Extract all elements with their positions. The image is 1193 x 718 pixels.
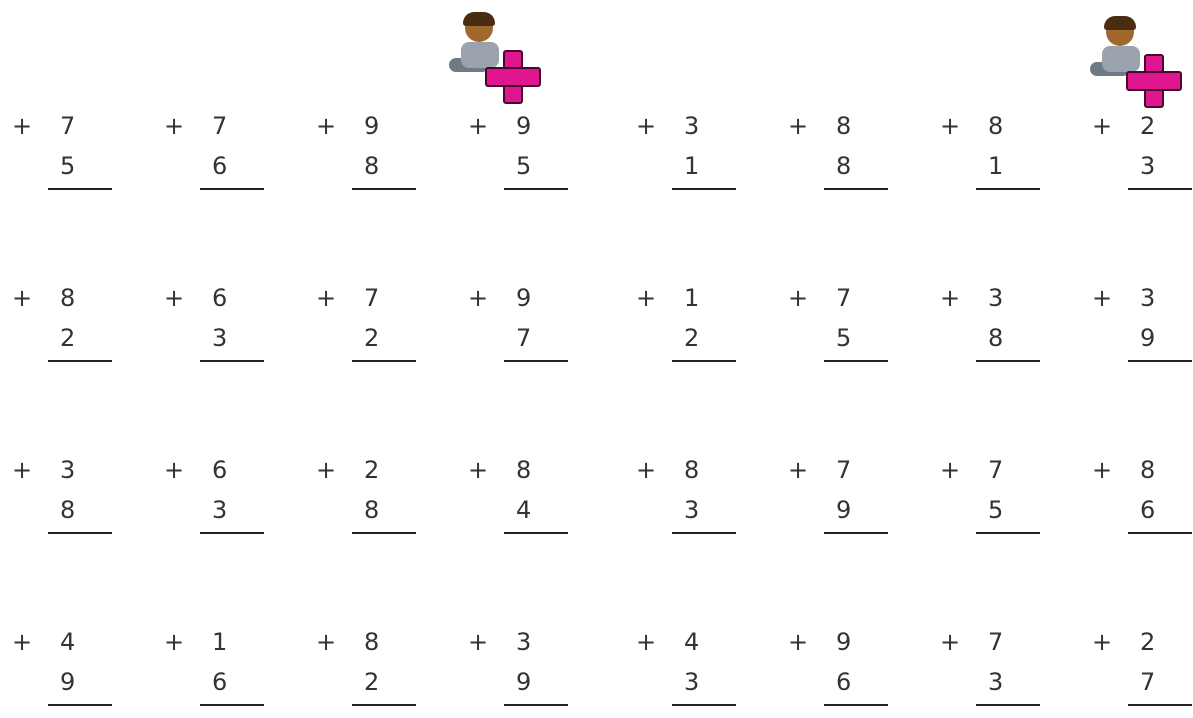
plus-sign: + (788, 112, 809, 140)
addition-problem (1092, 628, 1182, 718)
answer-line (200, 704, 264, 706)
top-addend: 3 (988, 284, 1004, 312)
plus-sign: + (636, 112, 657, 140)
plus-sign: + (468, 456, 489, 484)
top-addend: 1 (212, 628, 228, 656)
top-addend: 8 (516, 456, 532, 484)
plus-sign: + (12, 112, 33, 140)
bottom-addend: 8 (364, 152, 380, 180)
addition-problem (316, 456, 406, 546)
top-addend: 7 (60, 112, 76, 140)
addition-problem (12, 112, 102, 202)
bottom-addend: 2 (684, 324, 700, 352)
answer-line (976, 532, 1040, 534)
bottom-addend: 5 (988, 496, 1004, 524)
plus-sign: + (636, 284, 657, 312)
answer-line (976, 188, 1040, 190)
answer-line (976, 704, 1040, 706)
addition-problem (316, 112, 406, 202)
bottom-addend: 8 (60, 496, 76, 524)
plus-sign: + (164, 456, 185, 484)
answer-line (352, 532, 416, 534)
plus-sign: + (316, 284, 337, 312)
bottom-addend: 3 (684, 496, 700, 524)
answer-line (352, 360, 416, 362)
addition-problem (468, 628, 558, 718)
addition-problem (940, 284, 1030, 374)
top-addend: 7 (836, 456, 852, 484)
bottom-addend: 3 (684, 668, 700, 696)
top-addend: 4 (684, 628, 700, 656)
plus-sign: + (1092, 284, 1113, 312)
answer-line (824, 360, 888, 362)
answer-line (1128, 704, 1192, 706)
plus-sign: + (12, 284, 33, 312)
bottom-addend: 3 (988, 668, 1004, 696)
plus-sign: + (468, 284, 489, 312)
addition-problem (12, 456, 102, 546)
bottom-addend: 1 (988, 152, 1004, 180)
top-addend: 8 (364, 628, 380, 656)
answer-line (1128, 360, 1192, 362)
addition-problem (164, 284, 254, 374)
addition-problem (636, 284, 726, 374)
bottom-addend: 7 (516, 324, 532, 352)
answer-line (200, 532, 264, 534)
bottom-addend: 9 (836, 496, 852, 524)
addition-problem (316, 284, 406, 374)
addition-problem (164, 456, 254, 546)
addition-problem (316, 628, 406, 718)
answer-line (1128, 532, 1192, 534)
addition-problem (636, 112, 726, 202)
answer-line (672, 704, 736, 706)
answer-line (976, 360, 1040, 362)
top-addend: 9 (364, 112, 380, 140)
addition-problem (940, 112, 1030, 202)
plus-sign: + (940, 112, 961, 140)
top-addend: 8 (60, 284, 76, 312)
answer-line (48, 704, 112, 706)
plus-sign: + (1092, 628, 1113, 656)
top-addend: 3 (684, 112, 700, 140)
addition-problem (1092, 112, 1182, 202)
bottom-addend: 9 (1140, 324, 1156, 352)
answer-line (48, 360, 112, 362)
bottom-addend: 5 (60, 152, 76, 180)
top-addend: 7 (988, 628, 1004, 656)
answer-line (824, 704, 888, 706)
answer-line (48, 532, 112, 534)
bottom-addend: 9 (60, 668, 76, 696)
top-addend: 8 (988, 112, 1004, 140)
bottom-addend: 3 (1140, 152, 1156, 180)
top-addend: 9 (836, 628, 852, 656)
plus-sign: + (316, 456, 337, 484)
answer-line (48, 188, 112, 190)
addition-problem (940, 628, 1030, 718)
plus-sign: + (940, 456, 961, 484)
addition-problem (12, 628, 102, 718)
addition-problem (940, 456, 1030, 546)
addition-problem (788, 112, 878, 202)
plus-sign: + (788, 284, 809, 312)
answer-line (672, 360, 736, 362)
bottom-addend: 1 (684, 152, 700, 180)
top-addend: 7 (364, 284, 380, 312)
top-addend: 8 (1140, 456, 1156, 484)
top-addend: 7 (836, 284, 852, 312)
plus-sign: + (1092, 456, 1113, 484)
answer-line (504, 360, 568, 362)
answer-line (672, 532, 736, 534)
plus-sign: + (164, 628, 185, 656)
child-with-plus-sign-icon (1096, 16, 1188, 106)
addition-problem (164, 628, 254, 718)
bottom-addend: 6 (836, 668, 852, 696)
bottom-addend: 9 (516, 668, 532, 696)
bottom-addend: 6 (1140, 496, 1156, 524)
bottom-addend: 8 (364, 496, 380, 524)
plus-sign: + (164, 112, 185, 140)
bottom-addend: 5 (516, 152, 532, 180)
bottom-addend: 5 (836, 324, 852, 352)
plus-sign: + (788, 628, 809, 656)
worksheet-left (0, 0, 596, 704)
plus-sign: + (636, 628, 657, 656)
plus-sign: + (788, 456, 809, 484)
answer-line (200, 188, 264, 190)
addition-problem (12, 284, 102, 374)
addition-problem (1092, 456, 1182, 546)
addition-problem (788, 628, 878, 718)
plus-sign: + (12, 628, 33, 656)
addition-problem (788, 284, 878, 374)
top-addend: 7 (212, 112, 228, 140)
answer-line (672, 188, 736, 190)
top-addend: 9 (516, 284, 532, 312)
top-addend: 6 (212, 284, 228, 312)
top-addend: 2 (1140, 112, 1156, 140)
plus-sign: + (636, 456, 657, 484)
top-addend: 6 (212, 456, 228, 484)
answer-line (352, 704, 416, 706)
bottom-addend: 6 (212, 152, 228, 180)
answer-line (504, 704, 568, 706)
answer-line (824, 532, 888, 534)
addition-problem (468, 112, 558, 202)
top-addend: 3 (60, 456, 76, 484)
answer-line (200, 360, 264, 362)
top-addend: 1 (684, 284, 700, 312)
plus-sign: + (1092, 112, 1113, 140)
bottom-addend: 2 (364, 668, 380, 696)
bottom-addend: 7 (1140, 668, 1156, 696)
addition-problem (1092, 284, 1182, 374)
answer-line (824, 188, 888, 190)
plus-sign: + (12, 456, 33, 484)
top-addend: 8 (684, 456, 700, 484)
addition-problem (636, 628, 726, 718)
addition-problem (636, 456, 726, 546)
top-addend: 7 (988, 456, 1004, 484)
bottom-addend: 6 (212, 668, 228, 696)
plus-sign: + (940, 284, 961, 312)
bottom-addend: 3 (212, 324, 228, 352)
bottom-addend: 4 (516, 496, 532, 524)
plus-sign: + (940, 628, 961, 656)
top-addend: 2 (1140, 628, 1156, 656)
addition-problem (468, 456, 558, 546)
addition-problem (788, 456, 878, 546)
answer-line (504, 532, 568, 534)
bottom-addend: 2 (60, 324, 76, 352)
plus-sign: + (316, 628, 337, 656)
worksheet-right (596, 0, 1192, 704)
top-addend: 3 (1140, 284, 1156, 312)
addition-problem (164, 112, 254, 202)
bottom-addend: 3 (212, 496, 228, 524)
top-addend: 2 (364, 456, 380, 484)
plus-sign: + (316, 112, 337, 140)
top-addend: 8 (836, 112, 852, 140)
plus-sign: + (468, 628, 489, 656)
answer-line (504, 188, 568, 190)
bottom-addend: 8 (836, 152, 852, 180)
top-addend: 9 (516, 112, 532, 140)
answer-line (352, 188, 416, 190)
plus-sign: + (468, 112, 489, 140)
answer-line (1128, 188, 1192, 190)
bottom-addend: 2 (364, 324, 380, 352)
child-with-plus-sign-icon (455, 12, 547, 102)
top-addend: 4 (60, 628, 76, 656)
plus-sign: + (164, 284, 185, 312)
top-addend: 3 (516, 628, 532, 656)
bottom-addend: 8 (988, 324, 1004, 352)
addition-problem (468, 284, 558, 374)
